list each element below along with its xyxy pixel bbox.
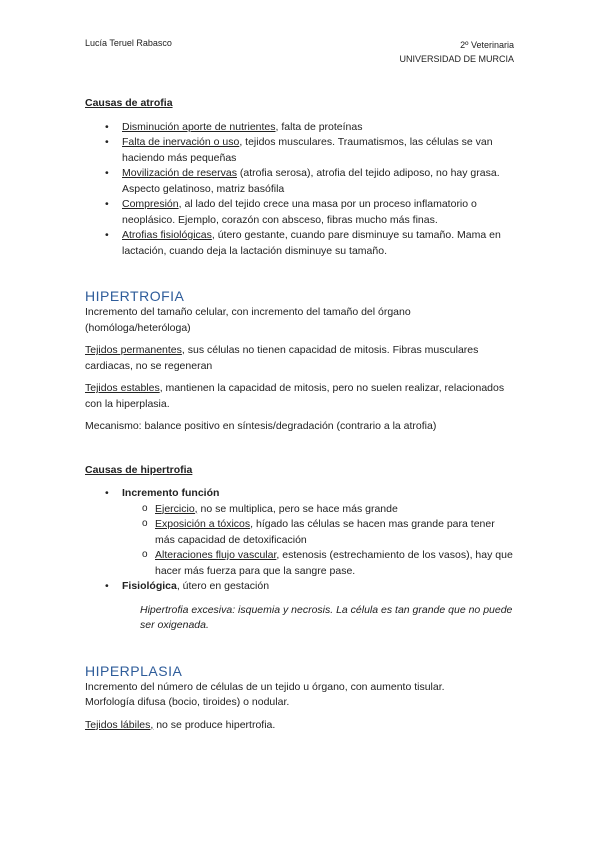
subcause-term: Ejercicio,: [155, 502, 198, 515]
list-item: [85, 517, 515, 548]
hipertrofia-note: Hipertrofia excesiva: isquemia y necrosis. La célula es tan grande que no puede ser oxigenada.: [140, 603, 513, 631]
tejidos-permanentes: [85, 343, 515, 374]
list-item: [85, 135, 515, 166]
list-item: [85, 197, 515, 228]
hiperplasia-line1: Incremento del número de células de un tejido u órgano, con aumento tisular.: [85, 680, 445, 693]
cause-term: Movilización de reservas: [122, 167, 237, 179]
cause-text: , al lado del tejido crece una masa por un proceso inflamatorio o neoplásico. Ejemplo, corazón con absceso, fibras mucho más finas.: [122, 198, 477, 226]
cause-term: Falta de inervación o uso: [122, 136, 240, 148]
list-item: [85, 228, 515, 259]
subcause-text: no se multiplica, pero se hace más grande: [197, 502, 398, 515]
estables-text: , mantienen la capacidad de mitosis, pero no suelen realizar, relacionados con la hiperplasia.: [85, 382, 505, 410]
estables-term: Tejidos estables: [85, 382, 160, 394]
atrofia-causes-list: [85, 120, 515, 260]
list-item: [85, 486, 515, 502]
tejidos-estables: [85, 381, 515, 412]
subcause-term: Exposición a tóxicos: [155, 518, 251, 530]
labiles-text: no se produce hipertrofia.: [153, 718, 276, 731]
cause-term: Atrofias fisiológicas: [122, 229, 212, 241]
document-body: [85, 96, 515, 733]
labiles-term: Tejidos lábiles,: [85, 718, 154, 731]
header-right: [399, 38, 514, 66]
subcause-text: , estenosis (estrechamiento de los vasos), hay que hacer más fuerza para que la sangre pase.: [155, 549, 513, 577]
cause-text: (atrofia serosa), atrofia del tejido adiposo, no hay grasa. Aspecto gelatinoso, matriz basófila: [122, 167, 500, 195]
permanentes-text: , sus células no tienen capacidad de mitosis. Fibras musculares cardiacas, no se regeneran: [85, 344, 479, 372]
incremento-sublist: [85, 502, 515, 580]
list-item: [85, 120, 515, 136]
tejidos-labiles: [85, 718, 515, 734]
header-university: UNIVERSIDAD DE MURCIA: [399, 54, 514, 64]
cause-term: Compresión: [122, 198, 179, 210]
hipertrofia-causes-list: [85, 486, 515, 502]
mecanismo-text: Mecanismo: balance positivo en síntesis/degradación (contrario a la atrofia): [85, 420, 437, 432]
list-item: [85, 548, 515, 579]
cause-text: , tejidos musculares. Traumatismos, las células se van haciendo más pequeñas: [122, 136, 493, 164]
list-item: [85, 579, 515, 595]
permanentes-term: Tejidos permanentes: [85, 344, 182, 356]
cause-term: Disminución aporte de nutrientes: [122, 120, 276, 133]
fisiologica-label: Fisiológica: [122, 580, 177, 592]
atrofia-causes-title: Causas de atrofia: [85, 97, 173, 109]
header-author: Lucía Teruel Rabasco: [85, 38, 172, 48]
hiperplasia-heading: HIPERPLASIA: [85, 662, 183, 679]
hipertrofia-heading: HIPERTROFIA: [85, 288, 185, 304]
hipertrofia-intro: Incremento del tamaño celular, con incremento del tamaño del órgano (homóloga/heteróloga): [85, 306, 411, 334]
incremento-label: Incremento función: [122, 487, 220, 499]
hiperplasia-line2: Morfología difusa (bocio, tiroides) o nodular.: [85, 696, 290, 708]
fisiologica-text: , útero en gestación: [176, 580, 270, 592]
cause-text: , útero gestante, cuando pare disminuye su tamaño. Mama en lactación, cuando deja la lactación disminuye su tamaño.: [122, 229, 501, 257]
hipertrofia-causes-title: Causas de hipertrofia: [85, 463, 193, 476]
subcause-text: , hígado las células se hacen mas grande para tener más capacidad de detoxificación: [155, 518, 495, 546]
list-item: [85, 502, 515, 518]
subcause-term: Alteraciones flujo vascular: [155, 549, 277, 561]
cause-text: , falta de proteínas: [275, 120, 363, 133]
list-item: [85, 166, 515, 197]
header-course: 2º Veterinaria: [460, 40, 514, 50]
fisiologica-list: [85, 579, 515, 595]
